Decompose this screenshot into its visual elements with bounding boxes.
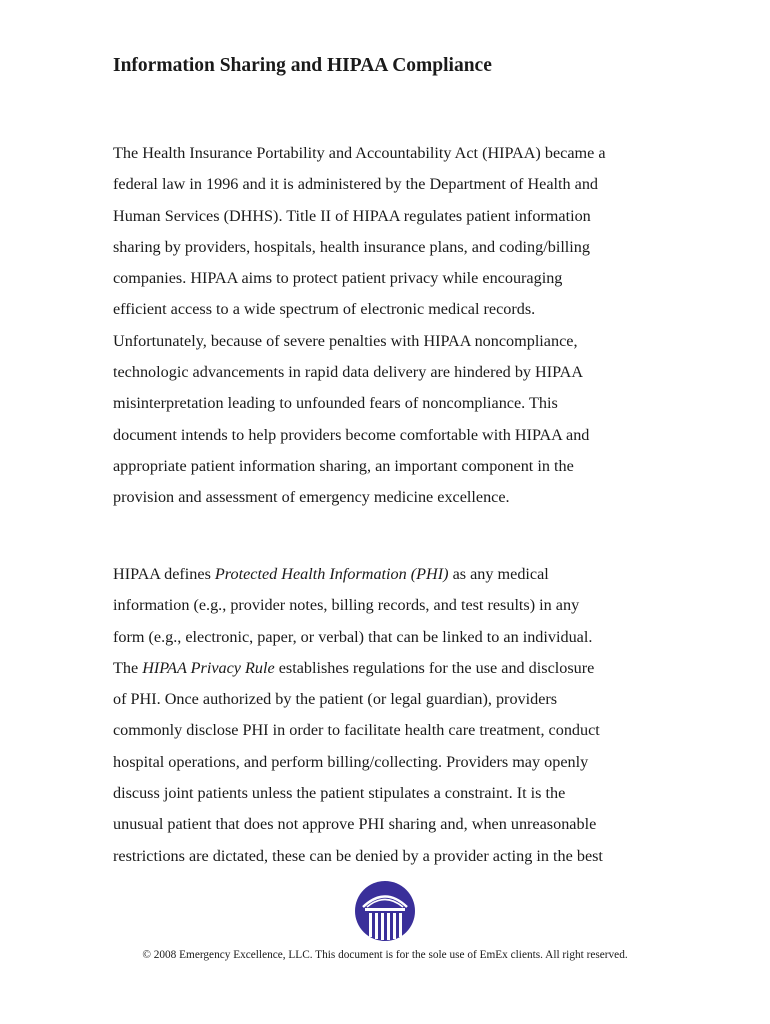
text-line: of PHI. Once authorized by the patient (or legal guardian), providers xyxy=(113,690,558,709)
text-line: sharing by providers, hospitals, health insurance plans, and coding/billing xyxy=(113,237,590,256)
text-line: commonly disclose PHI in order to facilitate health care treatment, conduct xyxy=(113,721,600,740)
emphasis-phi: Protected Health Information (PHI) xyxy=(214,565,449,583)
text-line: Unfortunately, because of severe penalties with HIPAA noncompliance, xyxy=(113,331,578,350)
text-line: technologic advancements in rapid data delivery are hindered by HIPAA xyxy=(113,363,584,382)
text-line: provision and assessment of emergency medicine excellence. xyxy=(113,488,510,507)
footer-text: © 2008 Emergency Excellence, LLC. This document is for the sole use of EmEx clients. All right reserved. xyxy=(142,949,628,961)
text-line: document intends to help providers become comfortable with HIPAA and xyxy=(113,425,590,444)
text-fragment: establishes regulations for the use and disclosure xyxy=(274,658,595,677)
text-fragment: The xyxy=(113,658,143,677)
text-line: efficient access to a wide spectrum of electronic medical records. xyxy=(113,300,536,319)
text-line: hospital operations, and perform billing/collecting. Providers may openly xyxy=(113,752,589,771)
text-line: information (e.g., provider notes, billing records, and test results) in any xyxy=(113,596,580,615)
text-line: Human Services (DHHS). Title II of HIPAA regulates patient information xyxy=(113,206,591,225)
text-line: unusual patient that does not approve PHI sharing and, when unreasonable xyxy=(113,815,597,834)
text-line: federal law in 1996 and it is administered by the Department of Health and xyxy=(113,175,599,194)
text-line: companies. HIPAA aims to protect patient privacy while encouraging xyxy=(113,269,563,288)
text-line: The Health Insurance Portability and Accountability Act (HIPAA) became a xyxy=(113,144,606,162)
text-fragment: HIPAA defines xyxy=(113,565,215,583)
emphasis-privacy-rule: HIPAA Privacy Rule xyxy=(142,658,275,677)
paragraph-hipaa-intro xyxy=(113,138,673,514)
text-line: form (e.g., electronic, paper, or verbal) that can be linked to an individual. xyxy=(113,627,593,646)
text-fragment: as any medical xyxy=(448,565,549,583)
paragraph-phi-definition xyxy=(113,559,673,872)
text-line: misinterpretation leading to unfounded fears of noncompliance. This xyxy=(113,394,558,413)
text-line: appropriate patient information sharing, an important component in the xyxy=(113,456,574,475)
text-line xyxy=(113,559,673,590)
text-line: restrictions are dictated, these can be denied by a provider acting in the best xyxy=(113,846,603,865)
text-line xyxy=(113,653,673,684)
text-line: discuss joint patients unless the patient stipulates a constraint. It is the xyxy=(113,784,566,803)
page-title: Information Sharing and HIPAA Compliance xyxy=(113,55,492,76)
emergency-excellence-logo-icon xyxy=(354,880,416,942)
copyright-footer xyxy=(0,947,770,963)
